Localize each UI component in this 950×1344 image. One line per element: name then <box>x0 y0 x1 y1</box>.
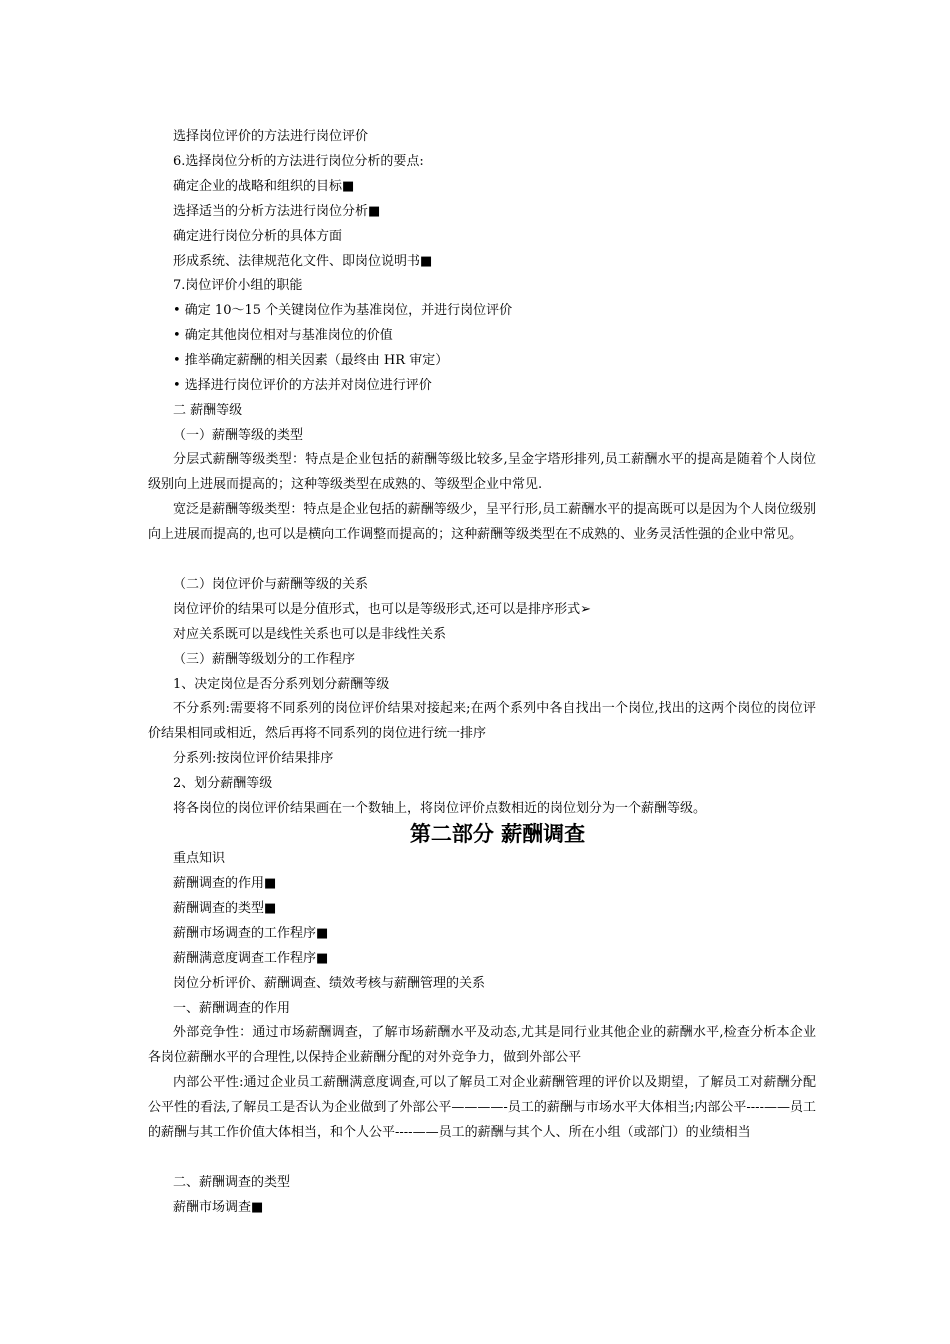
text-line: 薪酬调查的作用■ <box>173 876 277 891</box>
text-line: 分系列:按岗位评价结果排序 <box>173 751 334 766</box>
paragraph: 不分系列:需要将不同系列的岗位评价结果对接起来;在两个系列中各自找出一个岗位,找出的这两个岗位的岗位评价结果相同或相近，然后再将不同系列的岗位进行统一排序 <box>148 701 816 741</box>
subsection-heading: （一）薪酬等级的类型 <box>173 428 304 443</box>
text-line: 选择适当的分析方法进行岗位分析■ <box>173 204 381 219</box>
text-line: 岗位分析评价、薪酬调查、绩效考核与薪酬管理的关系 <box>173 976 486 991</box>
text-line: 薪酬市场调查的工作程序■ <box>173 926 329 941</box>
text-line: 对应关系既可以是线性关系也可以是非线性关系 <box>173 627 447 642</box>
bullet-item: • 确定其他岗位相对与基准岗位的价值 <box>173 328 393 343</box>
paragraph: 外部竞争性：通过市场薪酬调查，了解市场薪酬水平及动态,尤其是同行业其他企业的薪酬水平,检查分析本企业各岗位薪酬水平的合理性,以保持企业薪酬分配的对外竞争力，做到外部公平 <box>148 1025 816 1065</box>
bullet-item: • 推举确定薪酬的相关因素（最终由 HR 审定） <box>173 353 449 368</box>
text-line: 2、划分薪酬等级 <box>173 776 273 791</box>
text-line: 形成系统、法律规范化文件、即岗位说明书■ <box>173 254 433 269</box>
numbered-heading: 6.选择岗位分析的方法进行岗位分析的要点: <box>173 154 424 169</box>
bullet-item: • 选择进行岗位评价的方法并对岗位进行评价 <box>173 378 432 393</box>
subsection-heading: （三）薪酬等级划分的工作程序 <box>173 652 356 667</box>
paragraph: 分层式薪酬等级类型：特点是企业包括的薪酬等级比较多,呈金字塔形排列,员工薪酬水平的提高是随着个人岗位级别向上进展而提高的；这种等级类型在成熟的、等级型企业中常见. <box>148 452 816 492</box>
paragraph: 宽泛是薪酬等级类型：特点是企业包括的薪酬等级少，呈平行形,员工薪酬水平的提高既可以是因为个人岗位级别向上进展而提高的,也可以是横向工作调整而提高的；这种薪酬等级类型在不成熟的、业务灵活性强的企业中常见。 <box>148 502 816 542</box>
paragraph: 内部公平性:通过企业员工薪酬满意度调查,可以了解员工对企业薪酬管理的评价以及期望，了解员工对薪酬分配公平性的看法,了解员工是否认为企业做到了外部公平————-员工的薪酬与市场水平大体相当;内部公平----——员工的薪酬与其工作价值大体相当，和个人公平----——员工的薪酬与其个人、所在小组（或部门）的业绩相当 <box>148 1075 816 1140</box>
text-line: 确定企业的战略和组织的目标■ <box>173 179 355 194</box>
numbered-heading: 7.岗位评价小组的职能 <box>173 278 303 293</box>
section-heading: 二、薪酬调查的类型 <box>173 1175 291 1190</box>
section-heading: 一、薪酬调查的作用 <box>173 1001 291 1016</box>
text-line: 重点知识 <box>173 851 226 866</box>
text-line: 岗位评价的结果可以是分值形式，也可以是等级形式,还可以是排序形式➢ <box>173 602 592 617</box>
part-title: 第二部分 薪酬调查 <box>409 821 586 846</box>
text-line: 薪酬调查的类型■ <box>173 901 277 916</box>
text-line: 将各岗位的岗位评价结果画在一个数轴上，将岗位评价点数相近的岗位划分为一个薪酬等级。 <box>173 801 707 816</box>
section-heading: 二 薪酬等级 <box>173 403 243 418</box>
bullet-item: • 确定 10～15 个关键岗位作为基准岗位，并进行岗位评价 <box>173 303 513 318</box>
text-line: 薪酬市场调查■ <box>173 1200 264 1215</box>
text-line: 1、决定岗位是否分系列划分薪酬等级 <box>173 677 390 692</box>
text-line: 选择岗位评价的方法进行岗位评价 <box>173 129 369 144</box>
subsection-heading: （二）岗位评价与薪酬等级的关系 <box>173 577 369 592</box>
text-line: 薪酬满意度调查工作程序■ <box>173 951 329 966</box>
text-line: 确定进行岗位分析的具体方面 <box>173 229 343 244</box>
